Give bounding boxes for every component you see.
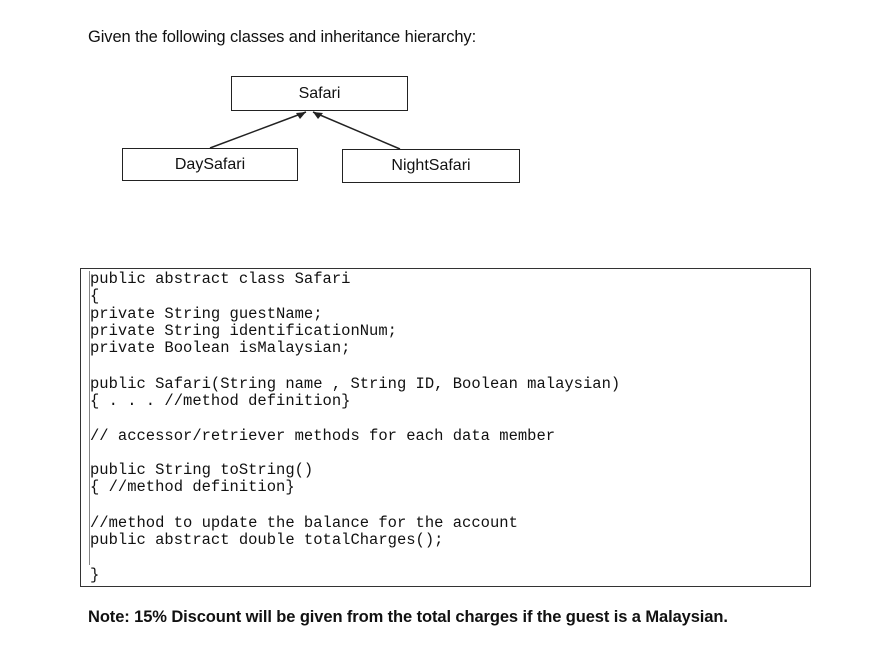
- inheritance-diagram: [0, 0, 891, 240]
- code-block: [89, 270, 790, 584]
- class-name-daysafari: DaySafari: [174, 155, 246, 173]
- code-line: public abstract class Safari: [90, 270, 351, 288]
- arrow-nightsafari-to-safari: [313, 112, 400, 149]
- class-name-safari: Safari: [298, 84, 341, 102]
- class-box-nightsafari: [342, 149, 520, 183]
- code-line: public Safari(String name , String ID, Boolean malaysian): [90, 375, 621, 393]
- code-line: public String toString(): [90, 461, 314, 479]
- class-box-safari: [231, 76, 408, 111]
- code-box: [80, 268, 811, 587]
- arrow-dayfari-to-safari: [210, 112, 306, 148]
- code-line: { . . . //method definition}: [90, 392, 351, 410]
- code-line: {: [90, 287, 100, 305]
- code-line: public abstract double totalCharges();: [90, 531, 444, 549]
- code-line: { //method definition}: [90, 478, 295, 496]
- code-line: private String guestName;: [90, 305, 323, 323]
- class-name-nightsafari: NightSafari: [391, 157, 471, 174]
- discount-note: Note: 15% Discount will be given from the total charges if the guest is a Malaysian.: [88, 608, 728, 626]
- code-line: private String identificationNum;: [90, 322, 397, 340]
- code-line: private Boolean isMalaysian;: [90, 339, 351, 357]
- code-line: }: [90, 566, 100, 584]
- code-line: //method to update the balance for the account: [90, 514, 518, 532]
- inheritance-arrows: [0, 0, 891, 240]
- code-line: // accessor/retriever methods for each data member: [90, 427, 556, 445]
- question-intro: Given the following classes and inheritance hierarchy:: [88, 28, 477, 46]
- class-box-daysafari: [122, 148, 298, 181]
